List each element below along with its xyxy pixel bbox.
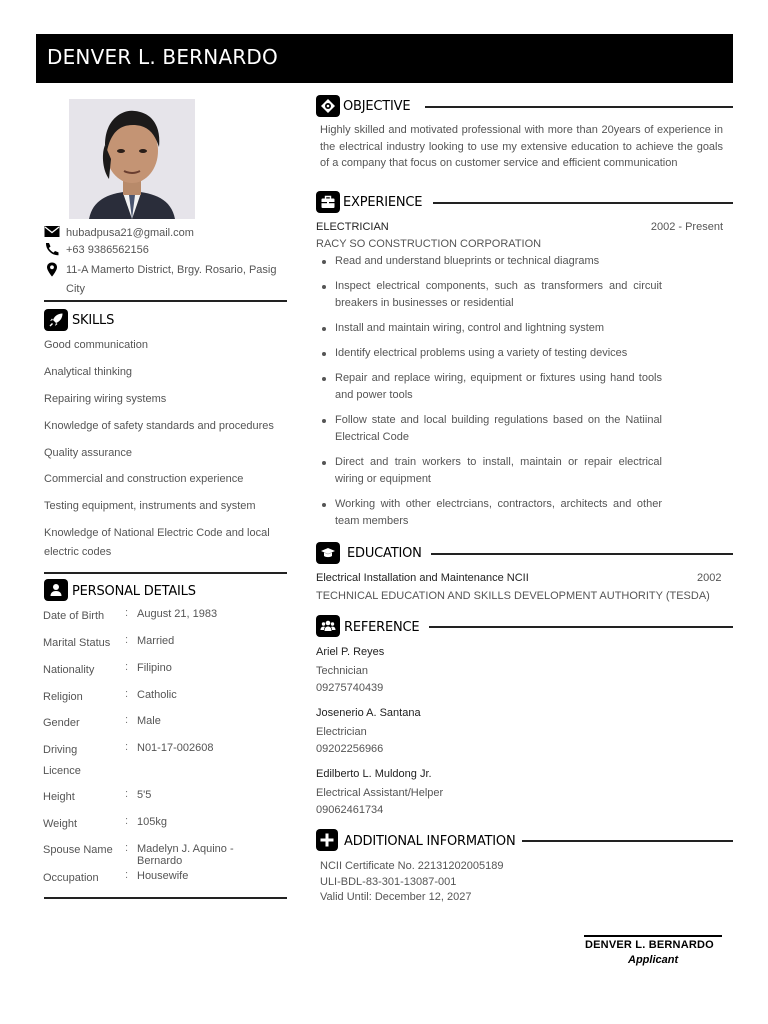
rocket-icon bbox=[44, 309, 68, 331]
skill-item: Analytical thinking bbox=[44, 366, 133, 378]
colon: : bbox=[125, 661, 129, 673]
school-name: TECHNICAL EDUCATION AND SKILLS DEVELOPMENT AUTHORITY (TESDA) bbox=[316, 590, 710, 602]
reference-name: Josenerio A. Santana bbox=[316, 707, 421, 719]
section-rule bbox=[429, 626, 733, 628]
skill-item: Quality assurance bbox=[44, 447, 133, 459]
duty-bullet: Install and maintain wiring, control and lightning system bbox=[335, 320, 662, 337]
detail-value: 5'5 bbox=[137, 789, 152, 801]
duty-bullet: Identify electrical problems using a variety of testing devices bbox=[335, 345, 662, 362]
detail-label: Date of Birth bbox=[43, 610, 105, 622]
skill-item: Commercial and construction experience bbox=[44, 473, 244, 485]
job-dates: 2002 - Present bbox=[650, 221, 723, 233]
phone-icon bbox=[44, 242, 60, 256]
duty-bullet: Working with other electrcians, contractors, architects and other team members bbox=[335, 496, 662, 530]
detail-label: Driving Licence bbox=[43, 744, 81, 777]
duty-bullet: Read and understand blueprints or technical diagrams bbox=[335, 253, 662, 270]
section-rule bbox=[433, 202, 733, 204]
detail-label: Religion bbox=[43, 691, 83, 703]
skill-item: Knowledge of safety standards and procedures bbox=[44, 420, 274, 432]
education-year: 2002 bbox=[697, 572, 722, 584]
detail-label: Marital Status bbox=[43, 637, 111, 649]
detail-label: Nationality bbox=[43, 664, 95, 676]
skill-item: Good communication bbox=[44, 339, 148, 351]
skills-title: SKILLS bbox=[72, 313, 115, 328]
reference-name: Ariel P. Reyes bbox=[316, 646, 385, 658]
colon: : bbox=[125, 869, 129, 881]
detail-value: Filipino bbox=[137, 662, 172, 674]
detail-label: Weight bbox=[43, 818, 78, 830]
reference-phone: 09062461734 bbox=[316, 804, 384, 816]
detail-value: August 21, 1983 bbox=[137, 608, 218, 620]
reference-title: REFERENCE bbox=[344, 620, 420, 635]
briefcase-icon bbox=[316, 191, 340, 213]
detail-value: N01-17-002608 bbox=[137, 742, 214, 754]
colon: : bbox=[125, 741, 129, 753]
colon: : bbox=[125, 815, 129, 827]
section-rule bbox=[522, 840, 733, 842]
profile-photo bbox=[69, 99, 195, 219]
personal-details-title: PERSONAL DETAILS bbox=[72, 584, 196, 599]
section-rule bbox=[431, 553, 733, 555]
person-icon bbox=[44, 579, 68, 601]
reference-name: Edilberto L. Muldong Jr. bbox=[316, 768, 432, 780]
detail-label: Height bbox=[43, 791, 75, 803]
detail-value: Catholic bbox=[137, 689, 177, 701]
phone-text: +63 9386562156 bbox=[66, 244, 149, 256]
people-group-icon bbox=[316, 615, 340, 637]
uli-number: ULI-BDL-83-301-13087-001 bbox=[320, 876, 457, 888]
experience-title: EXPERIENCE bbox=[343, 195, 423, 210]
signature-name: DENVER L. BERNARDO bbox=[585, 939, 714, 951]
detail-label: Occupation bbox=[43, 872, 99, 884]
detail-label: Spouse Name bbox=[43, 844, 113, 856]
colon: : bbox=[125, 714, 129, 726]
signature-line bbox=[584, 935, 722, 937]
education-title: EDUCATION bbox=[347, 546, 422, 561]
skill-item: Repairing wiring systems bbox=[44, 393, 167, 405]
divider bbox=[44, 572, 287, 574]
certificate-number: NCII Certificate No. 22131202005189 bbox=[320, 860, 504, 872]
detail-value: Madelyn J. Aquino - Bernardo bbox=[137, 843, 234, 867]
divider bbox=[44, 897, 287, 899]
objective-text: Highly skilled and motivated professional with more than 20years of experience in the electrical industry looking to use my extensive education to achieve the goals of a company that focus on customer service and efficient communication bbox=[320, 124, 723, 169]
header-bar bbox=[36, 34, 733, 83]
divider bbox=[44, 300, 287, 302]
reference-role: Electrical Assistant/Helper bbox=[316, 787, 444, 799]
detail-value: Married bbox=[137, 635, 175, 647]
detail-value: Housewife bbox=[137, 870, 189, 882]
detail-label: Gender bbox=[43, 717, 80, 729]
company-name: RACY SO CONSTRUCTION CORPORATION bbox=[316, 238, 542, 250]
job-title: ELECTRICIAN bbox=[316, 221, 389, 233]
objective-title: OBJECTIVE bbox=[343, 99, 411, 114]
duty-bullet: Repair and replace wiring, equipment or fixtures using hand tools and power tools bbox=[335, 370, 662, 404]
colon: : bbox=[125, 607, 129, 619]
detail-value: Male bbox=[137, 715, 161, 727]
target-icon bbox=[316, 95, 340, 117]
reference-phone: 09275740439 bbox=[316, 682, 384, 694]
graduation-cap-icon bbox=[316, 542, 340, 564]
validity-date: Valid Until: December 12, 2027 bbox=[320, 891, 472, 903]
reference-role: Technician bbox=[316, 665, 368, 677]
duty-bullet: Follow state and local building regulations based on the Natiinal Electrical Code bbox=[335, 412, 662, 446]
colon: : bbox=[125, 788, 129, 800]
address-text: 11-A Mamerto District, Brgy. Rosario, Pasig City bbox=[66, 264, 277, 295]
reference-role: Electrician bbox=[316, 726, 367, 738]
skill-item: Testing equipment, instruments and system bbox=[44, 500, 256, 512]
detail-value: 105kg bbox=[137, 816, 167, 828]
envelope-icon bbox=[44, 225, 60, 239]
applicant-name: DENVER L. BERNARDO bbox=[47, 45, 278, 69]
colon: : bbox=[125, 842, 129, 854]
signature-role: Applicant bbox=[628, 954, 679, 966]
reference-phone: 09202256966 bbox=[316, 743, 384, 755]
colon: : bbox=[125, 634, 129, 646]
colon: : bbox=[125, 688, 129, 700]
additional-info-title: ADDITIONAL INFORMATION bbox=[344, 834, 516, 849]
course-name: Electrical Installation and Maintenance NCII bbox=[316, 572, 529, 584]
email-text: hubadpusa21@gmail.com bbox=[66, 227, 194, 239]
skill-item: Knowledge of National Electric Code and local electric codes bbox=[44, 527, 270, 558]
duty-bullet: Inspect electrical components, such as transformers and circuit breakers in businesses or residential bbox=[335, 278, 662, 312]
duty-bullet: Direct and train workers to install, maintain or repair electrical wiring or equipment bbox=[335, 454, 662, 488]
plus-icon bbox=[316, 829, 338, 851]
location-pin-icon bbox=[44, 262, 60, 276]
section-rule bbox=[425, 106, 733, 108]
